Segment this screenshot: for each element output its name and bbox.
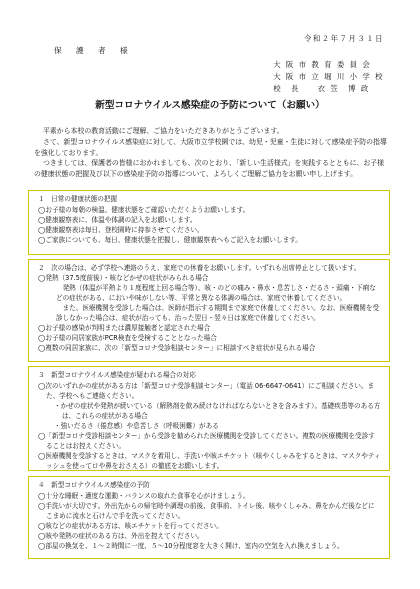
section-item-detail: 発熱（体温が平熱より１度程度上回る場合等）、咳・のどの痛み・鼻水・息苦しさ・だるさ・頭痛・下痢などの症状がある、においや味がしない等、平常と異なる体調の場合は、家庭で休養してください。 [56,284,376,302]
section-heading: １ 日常の健康状態の把握 [38,195,118,203]
section-item: ◯健康観察表は毎日、登校園時に持参させてください。 [38,226,204,234]
section-item: ◯お子様の同居家族がPCR検査を受検することとなった場合 [38,334,217,342]
section-item: ◯次のいずれかの症状がある方は「新型コロナ受診相談センター」（電話 06-6647-0641）にご相談ください。また、学校へもご連絡ください。 [38,382,375,400]
section-item: ◯発熱（37.5度前後）・咳などかぜの症状がみられる場合 [38,274,209,282]
recipient: 保 護 者 様 [54,46,134,55]
section-home-rest [28,259,390,362]
section-item: ◯健康観察表に、体温や体調の記入をお願いします。 [38,216,197,224]
section-item: ◯複数の同居家族に、次の「新型コロナ受診相談センター」に相談すべき症状が見られる場合 [38,344,316,352]
section-item: ◯お子様の毎朝の検温、健康状態をご確認いただくようお願いします。 [38,206,250,214]
section-item: ◯お子様の感染が判明または濃厚接触者と認定された場合 [38,324,211,332]
section-item: ◯手洗いが大切です。外出先からの帰宅時や調理の前後、食事前、トイレ後、咳やくしゃみ、鼻をかんだ後などにこまめに流水と石けんで手を洗ってください。 [38,502,375,520]
section-suspected-case [28,366,390,471]
section-item: ◯部屋の換気を、１～２時間に一度、５～10分程度窓を大きく開け、室内の空気を入れ換えましょう。 [38,542,344,550]
section-item: ◯医療機関を受診するときは、マスクを着用し、手洗いや咳エチケット（咳やくしゃみをするときは、マスクやティッシュを使ってロや鼻をおさえる）の徹底をお願いします。 [38,452,381,470]
sender-line: 大 阪 市 教 育 委 員 会 [273,60,372,69]
page-title: 新型コロナウイルス感染症の予防について（お願い） [95,100,325,111]
intro-paragraph: さて、新型コロナウイルス感染症に対して、大阪市立学校園では、幼児・児童・生徒に対して感染症予防の指導を強化しております。 [34,137,387,157]
section-heading: ２ 次の場合は、必ず学校へ連絡のうえ、家庭での休養をお願いします。いずれも出席停止として扱います。 [38,264,361,272]
section-daily-health [28,190,390,255]
section-item: ◯ご家族についても、毎日、健康状態を把握し、健康観察表へもご記入をお願いします。 [38,236,302,244]
intro-paragraph: つきましては、保護者の皆様におかれましても、次のとおり、「新しい生活様式」を実践するとともに、お子様の健康状態の把握及び以下の感染症予防の指導について、よろしくご理解ご協力をお願い申し上げます。 [34,159,385,179]
sender-line: 校 長 衣 笠 博 政 [273,84,370,93]
section-heading: ３ 新型コロナウイルス感染症が疑われる場合の対応 [38,371,196,379]
section-item-detail: ・かぜの症状や発熱が続いている（解熱剤を飲み続けなければならないときを含みます）。基礎疾患等のある方は、これらの症状がある場合 [54,402,381,420]
section-heading: ４ 新型コロナウイルス感染症の予防 [38,481,150,489]
intro-text [34,126,389,180]
section-prevention [28,476,390,559]
section-item: ◯咳などの症状がある方は、咳エチケットを行ってください。 [38,522,223,530]
section-item: ◯十分な睡眠・適度な運動・バランスの取れた食事を心がけましょう。 [38,492,250,500]
section-item-detail: ・強いだるさ（倦怠感）や息苦しさ（呼吸困難）がある [54,422,219,430]
sender-block [273,59,384,95]
section-item-detail: また、医療機関を受診した場合は、医師が指示する期間まで家庭で休養してください。なお、医療機関を受診しなかった場合は、症状が治っても、治った翌日・翌々日は家庭で休養してください。 [56,304,380,322]
section-item: ◯咳や発熱の症状のある方は、外出を控えてください。 [38,532,204,540]
sender-line: 大 阪 市 立 堀 川 小 学 校 [273,72,384,81]
intro-paragraph: 平素から本校の教育活動にご理解、ご協力をいただきありがとうございます。 [43,127,284,135]
letter-date: 令和２年７月３１日 [303,34,384,43]
section-item: ◯「新型コロナ受診相談センター」から受診を勧められた医療機関を受診してください。複数の医療機関を受診することはお控えください。 [38,432,375,450]
